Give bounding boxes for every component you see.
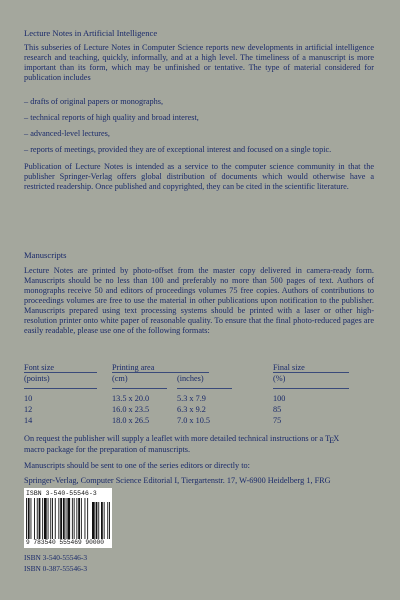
publisher-address: Springer-Verlag, Computer Science Editorial I, Tiergartenstr. 17, W-6900 Heidelberg 1, FRG [24, 476, 331, 485]
barcode-addon-bar [96, 502, 98, 539]
barcode-bar [58, 498, 59, 539]
barcode-bar [55, 498, 56, 539]
barcode-bar [67, 498, 70, 539]
row-2-inches: 6.3 x 9.2 [177, 405, 206, 414]
publication-paragraph: Publication of Lecture Notes is intended as a service to the computer science community in that the publisher Springer-Verlag offers global distribution of documents which would otherwise have a restricted readership. Once published and copyrighted, they can be cited in the scientific literature. [24, 162, 374, 192]
barcode-number: 9 783540 555469 [26, 539, 82, 546]
rule-font-size [24, 372, 97, 373]
bullet-meetings: – reports of meetings, provided they are of exceptional interest and focused on a single topic. [24, 145, 332, 154]
barcode-bar [39, 498, 41, 539]
leaflet-text: On request the publisher will supply a leaflet with more detailed technical instructions or a T [24, 434, 331, 443]
header-printing-area: Printing area [112, 363, 155, 372]
row-1-inches: 5.3 x 7.9 [177, 394, 206, 403]
send-line: Manuscripts should be sent to one of the series editors or directly to: [24, 461, 250, 470]
barcode-bar [37, 498, 38, 539]
manuscripts-paragraph: Lecture Notes are printed by photo-offset from the master copy delivered in camera-ready form. Manuscripts should be no less than 100 and preferably no more than 500 pages of text. Authors of monographs receive 50 and editors of proceedings volumes 75 free copies. Authors of contributions to proceedings volumes are free to use the material in other publications upon notification to the publisher. Manuscripts prepared using text processing systems should be printed with a laser or other high-resolution printer onto white paper of reasonable quality. To ensure that the final photo-reduced pages are easily readable, please use one of the following formats: [24, 266, 374, 336]
header-cm: (cm) [112, 374, 128, 383]
row-3-cm: 18.0 x 26.5 [112, 416, 150, 425]
back-cover [24, 0, 378, 600]
rule-percent [273, 388, 349, 389]
header-percent: (%) [273, 374, 286, 383]
barcode-addon: 90000 [85, 539, 104, 546]
barcode-bar [42, 498, 43, 539]
header-font-size: Font size [24, 363, 55, 372]
rule-points [24, 388, 97, 389]
barcode-bar [74, 498, 75, 539]
barcode-bar [72, 498, 73, 539]
barcode-bars-icon [26, 498, 110, 539]
header-inches: (inches) [177, 374, 204, 383]
barcode-bar [60, 498, 62, 539]
barcode-bar [66, 498, 67, 539]
manuscripts-heading: Manuscripts [24, 250, 67, 260]
barcode-bar [78, 498, 80, 539]
barcode-bar [28, 498, 30, 539]
row-2-final: 85 [273, 405, 282, 414]
intro-paragraph: This subseries of Lecture Notes in Computer Science reports new developments in artificial intelligence research and teaching, quickly, informally, and at a high level. The timeliness of a manuscript is more important than its form, which may be unfinished or tentative. The type of material considered for publication includes [24, 43, 374, 83]
barcode-bar [85, 498, 86, 539]
row-1-final: 100 [273, 394, 286, 403]
row-1-font-size: 10 [24, 394, 33, 403]
row-3-final: 75 [273, 416, 282, 425]
barcode-bar [63, 498, 65, 539]
series-title: Lecture Notes in Artificial Intelligence [24, 28, 158, 38]
barcode-addon-bar [107, 502, 108, 539]
bullet-technical-reports: – technical reports of high quality and broad interest, [24, 113, 199, 122]
row-3-inches: 7.0 x 10.5 [177, 416, 210, 425]
leaflet-line-1 [24, 434, 374, 444]
rule-inches [177, 388, 232, 389]
isbn-line-2: ISBN 0-387-55546-3 [24, 564, 88, 573]
tex-e: E [329, 436, 335, 445]
barcode-addon-bar [92, 502, 95, 539]
barcode-addon-bar [98, 502, 99, 539]
formats-table [24, 363, 364, 427]
barcode-bar [52, 498, 53, 539]
header-final-size: Final size [273, 363, 305, 372]
bullet-drafts: – drafts of original papers or monographs, [24, 97, 164, 106]
rule-cm [112, 388, 167, 389]
row-2-cm: 16.0 x 23.5 [112, 405, 150, 414]
row-1-cm: 13.5 x 20.0 [112, 394, 150, 403]
barcode-addon-bar [109, 502, 110, 539]
barcode-isbn-label: ISBN 3-540-55546-3 [26, 490, 97, 497]
barcode-addon-bar [101, 502, 103, 539]
isbn-barcode [24, 488, 112, 548]
barcode-digits [26, 539, 104, 546]
row-2-font-size: 12 [24, 405, 33, 414]
barcode-bar [48, 498, 49, 539]
barcode-bar [34, 498, 35, 539]
barcode-bar [81, 498, 82, 539]
rule-printing-area [112, 372, 209, 373]
isbn-line-1: ISBN 3-540-55546-3 [24, 553, 88, 562]
barcode-bar [87, 498, 88, 539]
barcode-bar [50, 498, 51, 539]
barcode-bar [44, 498, 47, 539]
barcode-bar [76, 498, 77, 539]
rule-final-size [273, 372, 349, 373]
header-points: (points) [24, 374, 50, 383]
row-3-font-size: 14 [24, 416, 33, 425]
barcode-bar [26, 498, 27, 539]
tex-x: X [333, 434, 340, 443]
leaflet-line-2: macro package for the preparation of manuscripts. [24, 445, 191, 454]
bullet-lectures: – advanced-level lectures, [24, 129, 110, 138]
barcode-bar [31, 498, 32, 539]
barcode-addon-bar [104, 502, 105, 539]
